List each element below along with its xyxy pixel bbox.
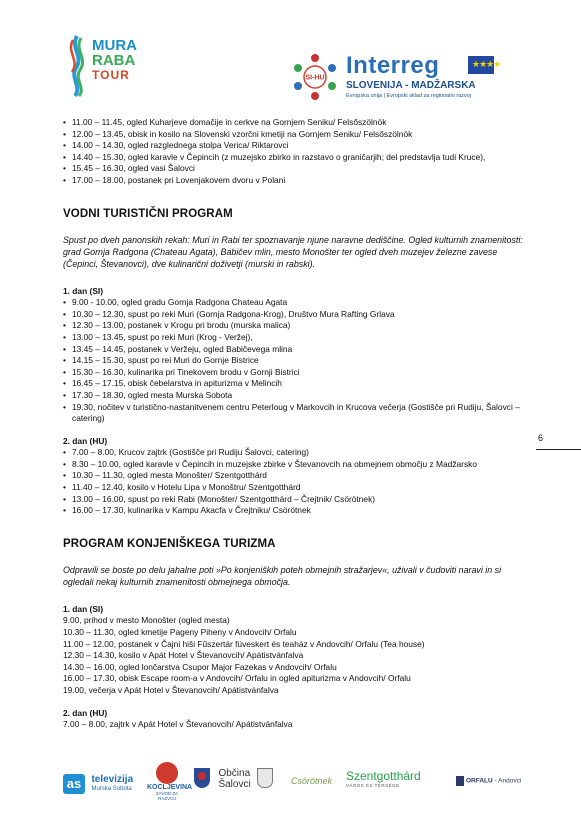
vodni-section-title: VODNI TURISTIČNI PROGRAM: [63, 207, 233, 220]
list-item: • 14.15 – 15.30, spust po rei Muri do Gornje Bistrice: [63, 355, 533, 367]
interreg-subtitle: SLOVENIJA - MADŽARSKA: [346, 80, 476, 91]
konjeniski-day2-list: [63, 719, 533, 731]
televizija-logo: [63, 774, 133, 794]
szentgotthard-name: Szentgotthárd: [346, 769, 421, 783]
obcina-salovci-logo: [194, 768, 251, 790]
crest-icon: [257, 768, 273, 788]
obcina-line1: Občina: [218, 768, 251, 779]
si-hu-circle-icon: [290, 52, 340, 102]
mura-logo-text: [92, 38, 137, 83]
salovci-crest-icon: [194, 768, 210, 788]
kocljevina-name: KOCLJEVINA: [147, 784, 193, 791]
vodni-intro: Spust po dveh panonskih rekah: Muri in Rabi ter spoznavanje njune naravne dediščine. Ogled kulturnih znamenitosti: grad Gornja Radgona (Chateau Agata), Babičev mlin, mesto Monošter ter ogled dveh muzejev železne zavese (Čepinci, Števanovci), dve kulinarični doživetji (murski in rabski).: [63, 234, 523, 269]
list-item: • 11.00 – 11.45, ogled Kuharjeve domačije in cerkve na Gornjem Seniku/ Felsőszölnök: [63, 117, 533, 129]
orfalu-mark-icon: [456, 776, 464, 786]
list-item: • 16.45 – 17.15, obisk čebelarstva in apiturizma v Melincih: [63, 378, 533, 390]
kocljevina-sub: ZAVOD ZA RAZVOJ: [155, 791, 179, 801]
list-item: • 17.30 – 18.30, ogled mesta Murska Sobota: [63, 390, 533, 402]
vodni-day2-list: [63, 447, 533, 517]
vodni-day1-label: 1. dan (SI): [63, 285, 104, 296]
top-itinerary-list: [63, 117, 533, 187]
mura-raba-tour-logo: [66, 32, 176, 102]
page-number-rule: [536, 449, 581, 450]
orfalu-logo: [456, 776, 521, 786]
konjeniski-intro: Odpravili se boste po delu jahalne poti »Po konjeniških poteh obmejnih stražarjev«, uživali v čudoviti naravi in si ogledali nekaj kulturnih znamenitosti obmejnega območja.: [63, 564, 502, 587]
list-item: 10.30 – 11.30, ogled kmetije Pageny Piheny v Andovcih/ Orfalu: [63, 627, 297, 638]
kocljevina-logo: [147, 762, 193, 801]
szentgotthard-sub: VÁROS ÉS TÉRSÉGE: [346, 783, 400, 788]
list-item: • 12.00 – 13.45, obisk in kosilo na Slovenski vzorčni kmetiji na Gornjem Seniku/ Felsőszölnök: [63, 129, 533, 141]
page-number: 6: [538, 433, 544, 443]
list-item: • 12.30 – 13.00, postanek v Krogu pri brodu (murska malica): [63, 320, 533, 332]
orfalu-name: ORFALU: [466, 777, 493, 785]
list-item: • 15.45 – 16.30, ogled vasi Šalovci: [63, 163, 533, 175]
list-item: • 13.00 – 13.45, spust po reki Muri (Krog - Veržej),: [63, 332, 533, 344]
list-item: • 10.30 – 12.30, spust po reki Muri (Gornja Radgona-Krog), Društvo Mura Rafting Grlava: [63, 309, 533, 321]
wave-mark-icon: [66, 34, 88, 98]
interreg-subtitle-small: Evropska unija | Evropski sklad za regionalni razvoj: [346, 93, 471, 99]
footer-logos: [63, 762, 533, 812]
list-item: 9.00, prihod v mesto Monošter (ogled mesta): [63, 615, 230, 626]
list-item: 7.00 – 8.00, zajtrk v Apát Hotel v Števanovcih/ Apátistvánfalva: [63, 719, 293, 730]
orfalu-sub: - Andovci: [494, 777, 522, 785]
list-item: • 14.40 – 15.30, ogled karavle v Čepincih (z muzejsko zbirko in razstavo o graničarjih; del predstavlja tudi Kruce),: [63, 152, 533, 164]
list-item: • 15.30 – 16.30, kulinarika pri Tinekovem brodu v Gornji Bistrici: [63, 367, 533, 379]
vodni-day2-label: 2. dan (HU): [63, 435, 108, 446]
list-item: • 17.00 – 18.00, postanek pri Lovenjakovem dvoru v Polani: [63, 175, 533, 187]
list-item: 14.30 – 16.00, ogled lončarstva Csupor Major Fazekas v Andovcih/ Orfalu: [63, 661, 337, 672]
list-item: • 10.30 – 11.30, ogled mesta Monošter/ Szentgotthárd: [63, 470, 533, 482]
tv-name: televizija: [91, 774, 134, 785]
list-item: • 14.00 – 14.30, ogled razglednega stolpa Verica/ Riktarovci: [63, 140, 533, 152]
list-item: • 8.30 – 10.00, ogled karavle v Čepincih in muzejske zbirke v Števanovcih na obmejnem območju z Madžarsko: [63, 459, 533, 471]
main-content: [63, 117, 533, 731]
interreg-title: Interreg: [346, 52, 440, 79]
list-item: • 9.00 - 10.00, ogled gradu Gornja Radgona Chateau Agata: [63, 297, 533, 309]
csorotnek-logo: Csörötnek: [291, 776, 333, 786]
kocljevina-emblem-icon: [156, 762, 178, 784]
mura-logo-line1: MURA: [92, 37, 137, 54]
tv-badge-icon: as: [63, 774, 85, 794]
list-item: • 13.45 – 14.45, postanek v Veržeju, ogled Babičevega mlina: [63, 344, 533, 356]
interreg-logo: [290, 46, 510, 108]
list-item: 12.30 – 14.30, kosilo v Apát Hotel v Števanovcih/ Apátistvánfalva: [63, 650, 304, 661]
mura-logo-line2: RABA: [92, 52, 136, 69]
eu-flag-icon: ★★★★: [468, 56, 494, 74]
vodni-day1-list: [63, 297, 533, 425]
konjeniski-day1-list: [63, 615, 533, 696]
list-item: • 11.40 – 12.40, kosilo v Hotelu Lipa v Monoštru/ Szentgotthárd: [63, 482, 533, 494]
list-item: 19.00, večerja v Apát Hotel v Števanovcih/ Apátistvánfalva: [63, 685, 279, 695]
list-item: • 13.00 – 16.00, spust po reki Rabi (Monošter/ Szentgotthárd – Črejtnik/ Csörötnek): [63, 494, 533, 506]
si-hu-badge-text: SI-HU: [305, 74, 325, 82]
tv-sub: Murska Sobota: [91, 786, 132, 792]
list-item: • 16.00 – 17.30, kulinarika v Kampu Akacfa v Črejtniku/ Csörötnek: [63, 505, 533, 517]
konjeniski-section-title: PROGRAM KONJENIŠKEGA TURIZMA: [63, 537, 276, 550]
mura-logo-line3: TOUR: [92, 68, 130, 82]
list-item: • 19.30, nočitev v turistično-nastanitvenem centru Peterloug v Markovcih in Krucova večerja (Gostišče pri Rudiju, Šalovci – catering): [63, 402, 533, 425]
municipal-crest-logo: [257, 768, 273, 788]
list-item: • 7.00 – 8.00, Krucov zajtrk (Gostišče pri Rudiju Šalovci, catering): [63, 447, 533, 459]
szentgotthard-logo: [346, 770, 421, 788]
konjeniski-day1-label: 1. dan (SI): [63, 603, 104, 614]
list-item: 16.00 – 17.30, obisk Escape room-a v Andovcih/ Orfalu in ogled apiturizma v Andovcih/ Orfalu: [63, 673, 411, 684]
obcina-line2: Šalovci: [218, 779, 251, 790]
konjeniski-day2-label: 2. dan (HU): [63, 707, 108, 718]
list-item: 11.00 – 12.00, postanek v Čajni hiši Fűszertár füveskert és teaház v Andovcih/ Orfalu (Tea house): [63, 638, 425, 649]
